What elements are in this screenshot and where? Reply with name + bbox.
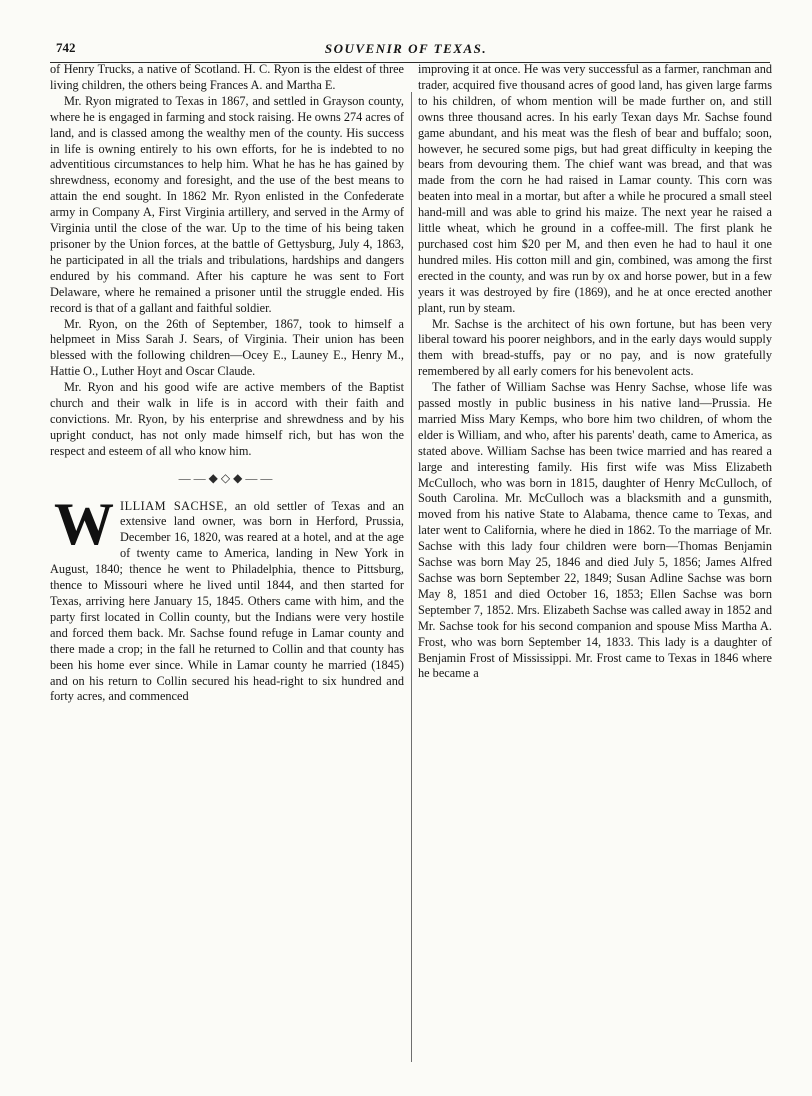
sachse-name-lead: ILLIAM SACHSE,: [120, 498, 228, 513]
paragraph-sachse-intro: [50, 490, 404, 706]
paragraph-sachse-farming: improving it at once. He was very successful as a farmer, ranchman and trader, acquired five thousand acres of good land, has given large farms to his children, of whom mention will be made further on, and still owns three thousand acres. In his early Texan days Mr. Sachse found game abundant, and his meat was the flesh of bear and buffalo; soon, however, he secured some pigs, but had great difficulty in keeping the bears from devouring them. The chief want was bread, and that was made from the corn he had raised in Lamar county. This corn was beaten into meal in a mortar, but after a while he procured a small steel hand-mill and was able to grind his maize. The next year he raised a little wheat, which he ground in a coffee-mill. The first plank he purchased cost him $20 per M, and then even he had to haul it one hundred miles. His cotton mill and gin, combined, was among the first erected in the county, and was run by ox and horse power, but in a few years it was destroyed by fire (1869), and he at once erected another plant, run by steam.: [418, 62, 772, 315]
sachse-intro-text: an old settler of Texas and an extensive land owner, was born in Herford, Prussia, December 16, 1820, was reared at a hotel, and at the age of twenty came to America, landing in New York in August, 1840; thence he went to Philadelphia, thence to Pittsburg, thence to Missouri where he lived until 1844, and then started for Texas, arriving here January 15, 1845. Others came with him, and the party first located in Collin county, but the Indians were very hostile and forced them back. Mr. Sachse found refuge in Lamar county and there made a crop; in the fall he returned to Collin and that county has been his home ever since. While in Lamar county he married (1845) and on his return to Collin secured his head-right to six hundred and forty acres, and commenced: [50, 498, 404, 704]
paragraph-sachse-character: Mr. Sachse is the architect of his own fortune, but has been very liberal toward his poorer neighbors, and in the early days would supply them with bread-stuffs, pay or no pay, and is now gratefully remembered by all early comers for his benevolent acts.: [418, 316, 772, 379]
paragraph-ryon-church: Mr. Ryon and his good wife are active members of the Baptist church and their walk in life is in accord with their faith and convictions. Mr. Ryon, by his enterprise and shrewdness and by his upright conduct, has not only made himself rich, but has won the respect and esteem of all who know him.: [50, 380, 404, 458]
running-head: SOUVENIR OF TEXAS.: [324, 41, 488, 56]
paragraph-ryon-family: of Henry Trucks, a native of Scotland. H. C. Ryon is the eldest of three living children, the others being Frances A. and Martha E.: [50, 62, 404, 92]
drop-cap: W: [54, 490, 114, 557]
column-divider: [411, 92, 412, 1062]
left-column: [50, 62, 404, 705]
paragraph-ryon-career: Mr. Ryon migrated to Texas in 1867, and settled in Grayson county, where he is engaged in farming and stock raising. He owns 274 acres of land, and is classed among the wealthy men of the county. His success in life is owning entirely to his own efforts, for he is indebted to no adventitious circumstances to help him. What he has he has gained by shrewdness, economy and foresight, and the use of the best means to attain the end sought. In 1862 Mr. Ryon enlisted in the Confederate army in Company A, First Virginia artillery, and served in the Army of Virginia until the close of the war. Up to the time of his being taken prisoner by the Union forces, at the battle of Gettysburg, July 4, 1863, he participated in all the trials and tribulations, hardships and dangers endured by his command. After his capture he was sent to Fort Delaware, where he remained a prisoner until the struggle ended. His record is that of a gallant and faithful soldier.: [50, 93, 404, 315]
section-ornament: ——◆◇◆——: [178, 470, 276, 485]
paragraph-sachse-family: The father of William Sachse was Henry Sachse, whose life was passed mostly in public business in his native land—Prussia. He married Miss Mary Kemps, who bore him two children, of whom the elder is William, and who, after his parents' death, came to America, as stated above. William Sachse has been twice married and has reared a large and interesting family. His first wife was Miss Elizabeth McCulloch, who was born in 1815, daughter of Henry McCulloch, of South Carolina. Mr. McCulloch was a blacksmith and a gunsmith, moved from his native State to Alabama, thence came to Texas, and later went to California, where he died in 1862. To the marriage of Mr. Sachse with this lady four children were born—Thomas Benjamin Sachse was born May 25, 1846 and died July 5, 1856; James Alfred Sachse was born September 22, 1849; Susan Adline Sachse was born May 8, 1851 and died October 16, 1853; Ellen Sachse was born September 7, 1852. Mrs. Elizabeth Sachse was called away in 1852 and Mr. Sachse took for his second companion and spouse Miss Martha A. Frost, who was born September 14, 1833. This lady is a daughter of Benjamin Frost of Mississippi. Mr. Frost came to Texas in 1846 where he became a: [418, 380, 772, 681]
right-column: [418, 62, 772, 682]
page-number: 742: [56, 40, 76, 55]
paragraph-ryon-marriage: Mr. Ryon, on the 26th of September, 1867, took to himself a helpmeet in Miss Sarah J. Sears, of Virginia. Their union has been blessed with the following children—Ocey E., Launey E., Henry M., Hattie O., Luther Hoyt and Oscar Claude.: [50, 316, 404, 379]
